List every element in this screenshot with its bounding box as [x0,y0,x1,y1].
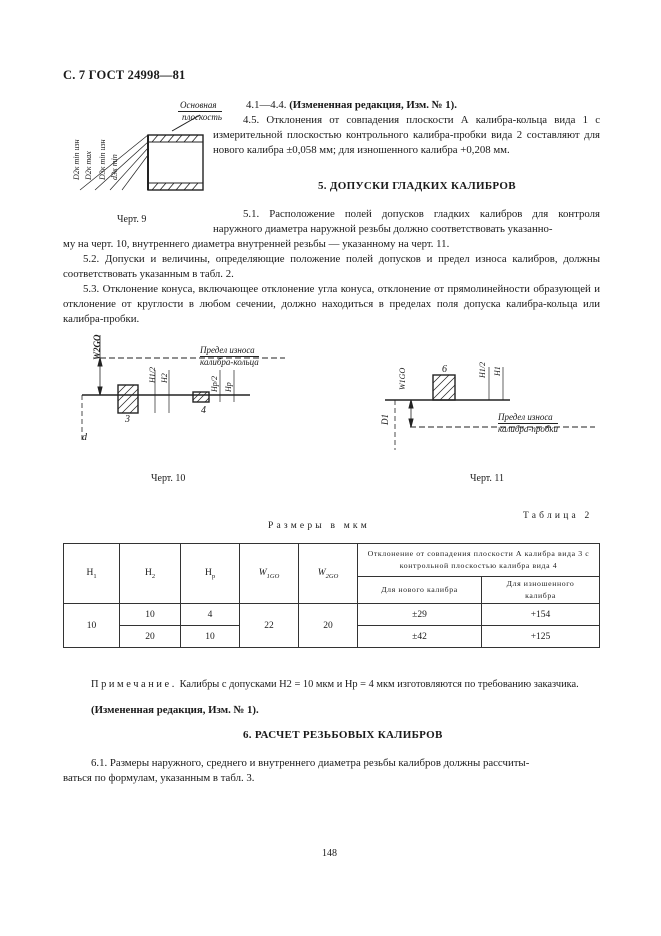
table-note [63,678,600,692]
fig11-w1go: W1GO [398,367,407,390]
fig11-h12: H1/2 [478,362,487,378]
paragraph-4-5: 4.5. Отклонения от совпадения плоскости А калибра-кольца вида 1 с измерительной плоскостью контрольного калибра-пробки вида 2 составляют для нового калибра ±0,058 мм; для изношенного калибра +0,208 мм. [213,114,600,156]
paragraph-6-1a: 6.1. Размеры наружного, среднего и внутреннего диаметра резьбы калибров должны рассчиты- [91,757,530,769]
table-row [64,604,600,626]
th-w2go: $W_{2GO}$ [299,544,358,604]
fig11-h1: H1 [493,366,502,376]
paragraph-5-2: 5.2. Допуски и величины, определяющие положение полей допусков и предел износа калибров, должны соответствовать указанным в табл. 2. [63,253,600,280]
td-h2: 20 [120,626,181,648]
fig11-d1: D1 [380,414,390,425]
paragraph-5-1b: му на черт. 10, внутреннего диаметра внутренней резьбы — указанному на черт. 11. [63,238,450,250]
fig9-dim-d3max: d3к min [110,154,119,180]
td-h2: 10 [120,604,181,626]
th-w1go: $W_{1GO}$ [240,544,299,604]
td-w1: 22 [240,604,299,648]
td-hp: 4 [181,604,240,626]
fig9-dim-d2max: D2к max [84,151,93,180]
fig9-label-ploskost: плоскость [182,112,222,122]
th-deviation: Отклонение от совпадения плоскости А калибра вида 3 с контрольной плоскостью калибра вида 4 [358,544,600,577]
fig10-hp2: Hp/2 [210,376,219,392]
paragraph-6-1b: ваться по формулам, указанным в табл. 3. [63,772,255,784]
note-amendment: (Измененная редакция, Изм. № 1). [91,704,259,716]
fig10-w2go: W2GO [92,334,102,360]
fig10-n3: 3 [125,414,130,425]
page-header: С. 7 ГОСТ 24998—81 [63,68,186,82]
fig11-limit-label [498,412,558,435]
figure-9-caption: Черт. 9 [117,214,147,225]
paragraph-5-1a: 5.1. Расположение полей допусков гладких калибров для контроля наружного диаметра наружной резьбы должно соответствовать указанно- [213,208,600,235]
td-new: ±29 [358,604,482,626]
th-new: Для нового калибра [358,577,482,604]
fig11-limit2: калибра-пробки [498,424,559,434]
fig10-h2: H2 [160,373,169,383]
fig10-limit2: калибра-кольца [200,357,259,367]
note-label: Примечание. [91,679,177,690]
figure-11-caption: Черт. 11 [470,473,505,484]
td-worn: +125 [482,626,600,648]
td-new: ±42 [358,626,482,648]
td-hp: 10 [181,626,240,648]
fig10-h1-2: H1/2 [148,367,157,383]
page-number: 148 [322,848,337,859]
td-worn: +154 [482,604,600,626]
th-hp: $H_p$ [181,544,240,604]
fig10-limit-label [200,345,259,368]
table-2 [63,543,600,648]
table-2-subtitle: Размеры в мкм [268,521,370,531]
section-6-title: 6. РАСЧЕТ РЕЗЬБОВЫХ КАЛИБРОВ [243,729,443,741]
th-h2: $H_2$ [120,544,181,604]
fig10-hp: Hp [224,382,233,392]
fig9-dim-d2min: D2к min изн [72,139,81,180]
p41-text: 4.1—4.4. [246,99,287,111]
td-w2: 20 [299,604,358,648]
th-h1: $H_1$ [64,544,120,604]
fig9-dim-d3min: D3к min изн [98,139,107,180]
fig10-d: d [82,432,87,443]
fig9-label-osnovnaya: Основная [178,100,222,112]
p41-bold: (Измененная редакция, Изм. № 1). [289,99,457,111]
paragraph-4-1 [230,98,600,113]
fig10-n4: 4 [201,405,206,416]
note-text: Калибры с допусками H2 = 10 мкм и Hp = 4 мкм изготовляются по требованию заказчика. [179,679,579,690]
figure-10-caption: Черт. 10 [151,473,186,484]
paragraph-5-3: 5.3. Отклонение конуса, включающее отклонение угла конуса, отклонение от прямолинейности образующей и отклонение от круглости в любом сечении, должно находиться в пределах поля допуска калибра-кольца или калибра-пробки. [63,283,600,325]
table-2-title: Таблица 2 [523,511,593,521]
th-worn: Для изношенного калибра [482,577,600,604]
td-h1: 10 [64,604,120,648]
fig11-n6: 6 [442,364,447,375]
section-5-title: 5. ДОПУСКИ ГЛАДКИХ КАЛИБРОВ [318,180,516,192]
fig10-limit1: Предел износа [200,345,255,355]
figure-11-drawing [385,345,605,455]
fig11-limit1: Предел износа [498,412,553,422]
